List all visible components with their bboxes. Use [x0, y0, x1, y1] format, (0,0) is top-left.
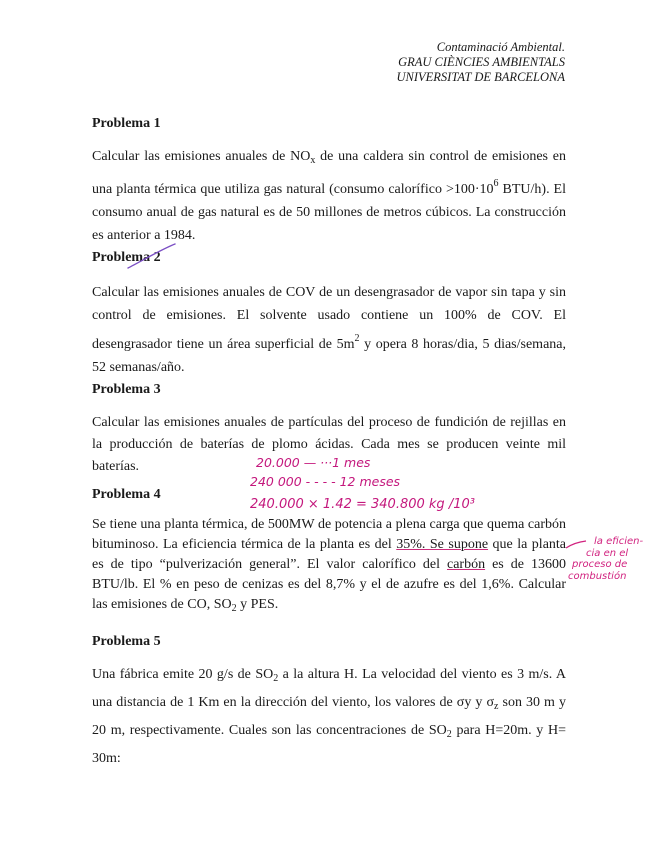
problem-2: [92, 250, 566, 379]
margin-handwritten-note: [568, 536, 643, 582]
header-course: Contaminació Ambiental.: [436, 40, 565, 54]
handwritten-line-1: 20.000 — ···1 mes: [256, 455, 371, 470]
problem-5: [92, 634, 566, 771]
handwritten-line-2: 240 000 - - - - 12 meses: [250, 474, 401, 489]
problem-1-text: Calcular las emisiones anuales de $NO_x$ de una caldera sin control de emisiones en una planta térmica que utiliza gas natural (consumo calorífico $>100\cdot 10^6$ BTU/h). El consumo anual de gas natural es de 50 millones de metros cúbicos. La construcción es anterior a 1984.: [92, 149, 567, 243]
problem-1-title: Problema 1: [92, 116, 161, 131]
header-university: UNIVERSITAT DE BARCELONA: [396, 70, 565, 84]
problem-5-title: Problema 5: [92, 634, 161, 649]
margin-note-4: combustión: [568, 571, 627, 582]
problem-4-title: Problema 4: [92, 487, 161, 502]
problem-2-title: Problema 2: [92, 250, 161, 265]
problem-2-text: Calcular las emisiones anuales de COV de un desengrasador de vapor sin tapa y sin control de emisiones. El solvente usado contiene un 100% de COV. El desengrasador tiene un área superficial de $5m^2$ y opera 8 horas/dia, 5 dias/semana, 52 semanas/año.: [92, 285, 566, 375]
problem-4: [92, 487, 566, 619]
margin-note-1: la eficien-: [594, 536, 644, 547]
margin-note-2: cia en el: [586, 548, 629, 559]
handwritten-line-3: 240.000 × 1.42 = 340.800 kg /10³: [250, 497, 475, 512]
problem-4-text: Se tiene una planta térmica, de 500MW de potencia a plena carga que quema carbón bituminoso. La eficiencia térmica de la planta es del 35%. Se supone que la planta es de tipo “pulverización general”. El valor calorífico del carbón es de 13600 BTU/lb. El % en peso de cenizas es del 8,7% y el de azufre es del 1,6%. Calcular las emisiones de CO, $SO_2$ y PES.: [92, 517, 567, 614]
problem-3-title: Problema 3: [92, 382, 161, 397]
header-degree: GRAU CIÈNCIES AMBIENTALS: [398, 55, 565, 69]
problem-3: [92, 382, 566, 478]
problem-3-text: Calcular las emisiones anuales de partículas del proceso de fundición de rejillas en la producción de baterías de plomo ácidas. Cada mes se producen veinte mil baterías.: [92, 415, 566, 474]
problem-1: [92, 116, 566, 247]
problem-5-text: Una fábrica emite 20 g/s de $SO_2$ a la altura H. La velocidad del viento es 3 m/s. A una distancia de 1 Km en la dirección del viento, los valores de σy y $\sigma_z$ son 30 m y 20 m, respectivamente. Cuales son las concentraciones de $SO_2$ para H=20m. y H= 30m:: [92, 667, 566, 766]
margin-note-3: proceso de: [572, 559, 628, 570]
annotation-arrow: [566, 541, 586, 548]
document-header: [396, 40, 565, 85]
